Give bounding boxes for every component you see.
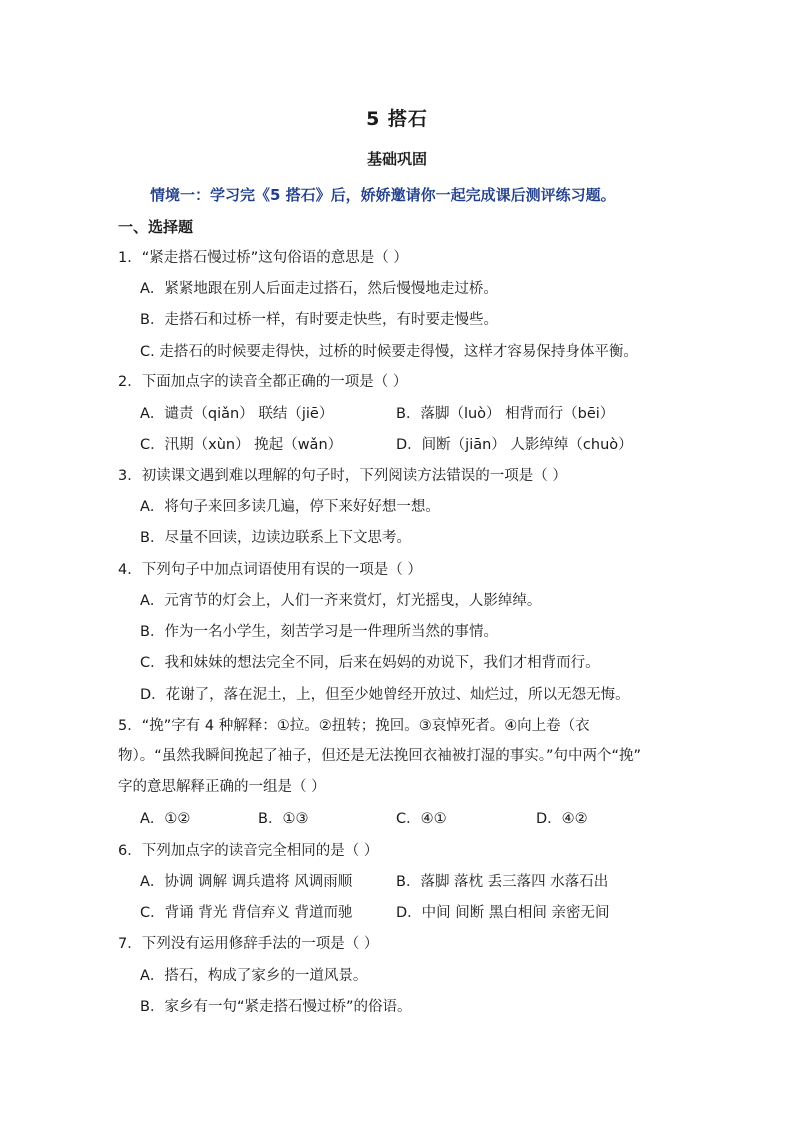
question-6-option-a: A．协调 调解 调兵遣将 风调雨顺 xyxy=(140,874,353,890)
question-6-stem: 6．下列加点字的读音完全相同的是（ ） xyxy=(118,843,379,859)
question-4-option-d: D．花谢了，落在泥土，上，但至少她曾经开放过、灿烂过，所以无怨无悔。 xyxy=(140,687,630,703)
question-5-option-d: D．④② xyxy=(536,811,588,827)
question-1-stem: 1．“紧走搭石慢过桥”这句俗语的意思是（ ） xyxy=(118,250,408,266)
question-4-stem: 4．下列句子中加点词语使用有误的一项是（ ） xyxy=(118,562,422,578)
question-5-option-a: A．①② xyxy=(140,811,191,827)
question-7-option-a: A．搭石，构成了家乡的一道风景。 xyxy=(140,968,368,984)
question-2-stem: 2．下面加点字的读音全都正确的一项是（ ） xyxy=(118,374,408,390)
question-1-option-a: A．紧紧地跟在别人后面走过搭石，然后慢慢地走过桥。 xyxy=(140,281,498,297)
question-5-stem-line-3: 字的意思解释正确的一组是（ ） xyxy=(118,779,326,795)
question-2-option-c: C．汛期（xùn） 挽起（wǎn） xyxy=(140,437,343,453)
question-1-option-c: C. 走搭石的时候要走得快，过桥的时候要走得慢，这样才容易保持身体平衡。 xyxy=(140,344,638,360)
question-5-stem-line-2: 物）。“虽然我瞬间挽起了袖子，但还是无法挽回衣袖被打湿的事实。”句中两个“挽” xyxy=(118,748,642,764)
question-4-option-a: A．元宵节的灯会上，人们一齐来赏灯，灯光摇曳，人影绰绰。 xyxy=(140,593,542,609)
question-2-option-b: B．落脚（luò） 相背而行（bēi） xyxy=(396,406,615,422)
question-5-option-b: B．①③ xyxy=(258,811,309,827)
question-6-option-b: B．落脚 落枕 丢三落四 水落石出 xyxy=(396,874,609,890)
section-heading: 一、选择题 xyxy=(118,218,194,236)
question-6-option-c: C．背诵 背光 背信弃义 背道而驰 xyxy=(140,905,353,921)
question-2-option-d: D．间断（jiān） 人影绰绰（chuò） xyxy=(396,437,633,453)
question-6-option-d: D．中间 间断 黑白相间 亲密无间 xyxy=(396,905,610,921)
question-4-option-c: C．我和妹妹的想法完全不同，后来在妈妈的劝说下，我们才相背而行。 xyxy=(140,655,600,671)
lesson-title: 5 搭石 xyxy=(366,108,428,130)
question-7-stem: 7．下列没有运用修辞手法的一项是（ ） xyxy=(118,936,379,952)
question-5-stem-line-1: 5．“挽”字有 4 种解释：①拉。②扭转；挽回。③哀悼死者。④向上卷（衣 xyxy=(118,718,590,734)
question-3-option-a: A．将句子来回多读几遍，停下来好好想一想。 xyxy=(140,499,440,515)
scenario-text: 情境一：学习完《5 搭石》后，娇娇邀请你一起完成课后测评练习题。 xyxy=(150,186,616,204)
question-2-option-a: A．谴责（qiǎn） 联结（jiē） xyxy=(140,406,334,422)
section-subtitle: 基础巩固 xyxy=(366,150,427,168)
question-7-option-b: B．家乡有一句“紧走搭石慢过桥”的俗语。 xyxy=(140,999,412,1015)
question-1-option-b: B．走搭石和过桥一样，有时要走快些，有时要走慢些。 xyxy=(140,312,498,328)
question-4-option-b: B．作为一名小学生，刻苦学习是一件理所当然的事情。 xyxy=(140,624,498,640)
question-3-option-b: B．尽量不回读，边读边联系上下文思考。 xyxy=(140,530,411,546)
question-3-stem: 3．初读课文遇到难以理解的句子时，下列阅读方法错误的一项是（ ） xyxy=(118,468,567,484)
question-5-option-c: C．④① xyxy=(396,811,447,827)
